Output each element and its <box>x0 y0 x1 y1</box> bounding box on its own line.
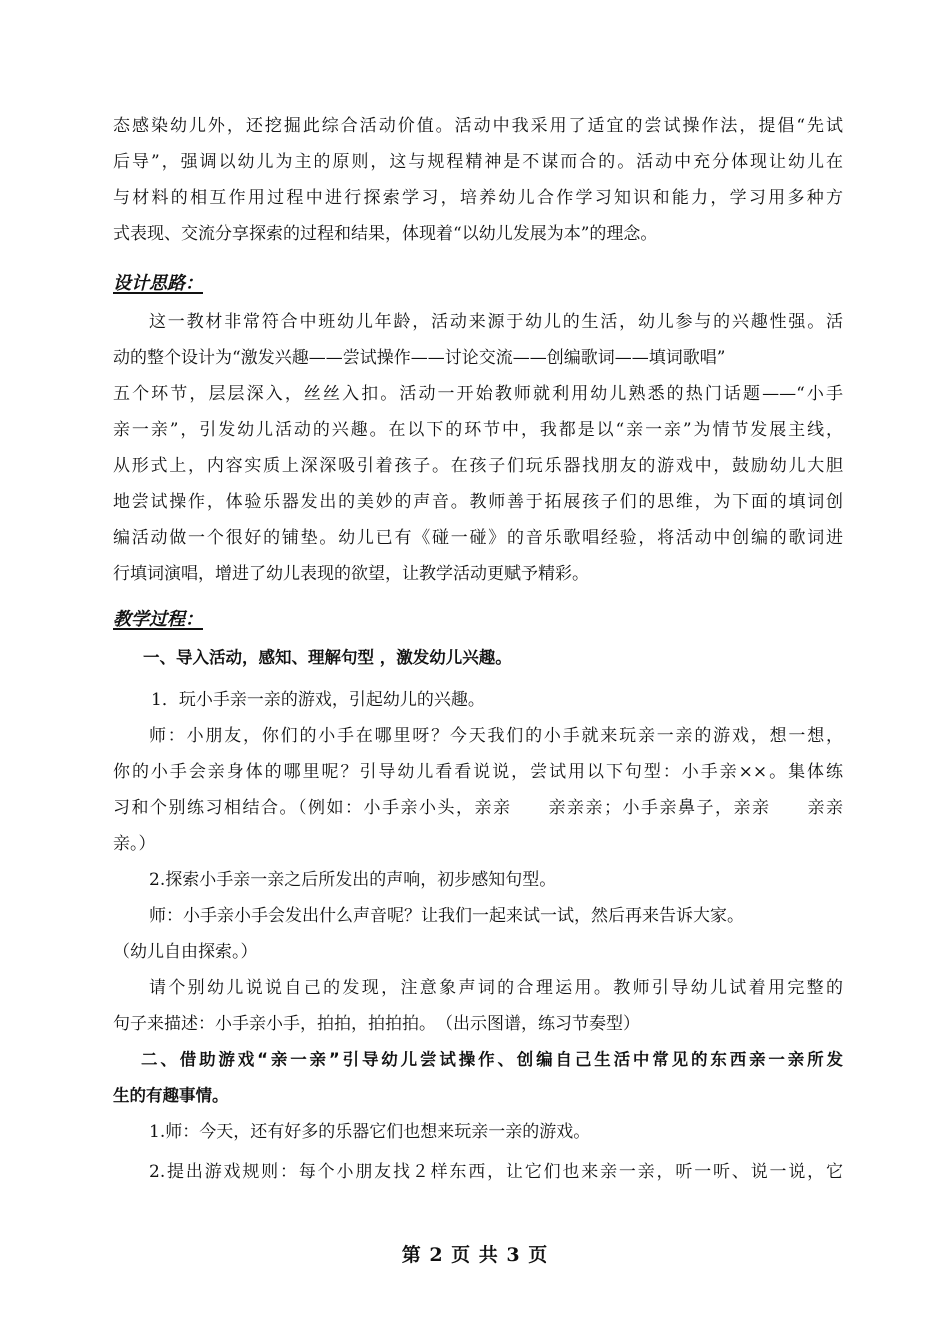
text-line: 地尝试操作，体验乐器发出的美妙的声音。教师善于拓展孩子们的思维，为下面的填词创 <box>113 492 843 512</box>
text-line: 编活动做一个很好的铺垫。幼儿已有《碰一碰》的音乐歌唱经验，将活动中创编的歌词进 <box>113 528 843 548</box>
list-item: 1.师：今天，还有好多的乐器它们也想来玩亲一亲的游戏。 <box>149 1122 591 1142</box>
list-item: 1．玩小手亲一亲的游戏，引起幼儿的兴趣。 <box>151 690 485 710</box>
section-title: 二、借助游戏“亲一亲”引导幼儿尝试操作、创编自己生活中常见的东西亲一亲所发 <box>141 1050 843 1069</box>
process-heading: 教学过程： <box>113 609 203 630</box>
text-line: 后导”，强调以幼儿为主的原则，这与规程精神是不谋而合的。活动中充分体现让幼儿在 <box>113 152 843 172</box>
design-heading: 设计思路： <box>113 273 203 294</box>
text-line: 习和个别练习相结合。（例如：小手亲小头，亲亲 亲亲亲；小手亲鼻子，亲亲 亲亲 <box>113 798 843 818</box>
process-heading-row <box>113 600 843 640</box>
list-item: 2.提出游戏规则：每个小朋友找２样东西，让它们也来亲一亲，听一听、说一说，它 <box>149 1162 843 1182</box>
text-line: （幼儿自由探索。） <box>113 942 258 962</box>
text-line: 动的整个设计为“激发兴趣——尝试操作——讨论交流——创编歌词——填词歌唱” <box>113 348 726 368</box>
section-title: 一、导入活动，感知、理解句型 ，激发幼儿兴趣。 <box>143 648 512 667</box>
text-line: 行填词演唱，增进了幼儿表现的欲望，让教学活动更赋予精彩。 <box>113 564 589 584</box>
document-page <box>113 108 843 1190</box>
intro-paragraph <box>113 108 843 252</box>
text-line: 式表现、交流分享探索的过程和结果，体现着“以幼儿发展为本”的理念。 <box>113 224 658 244</box>
text-line: 你的小手会亲身体的哪里呢？引导幼儿看看说说，尝试用以下句型：小手亲××。集体练 <box>113 762 843 782</box>
page-number: 第 2 页 共 3 页 <box>401 1244 549 1266</box>
text-line: 与材料的相互作用过程中进行探索学习，培养幼儿合作学习知识和能力，学习用多种方 <box>113 188 843 208</box>
text-line: 师：小朋友，你们的小手在哪里呀？今天我们的小手就来玩亲一亲的游戏，想一想， <box>149 726 843 746</box>
text-line: 从形式上，内容实质上深深吸引着孩子。在孩子们玩乐器找朋友的游戏中，鼓励幼儿大胆 <box>113 456 843 476</box>
design-paragraph <box>113 304 843 592</box>
list-item: 2.探索小手亲一亲之后所发出的声响，初步感知句型。 <box>149 870 557 890</box>
section-title-cont: 生的有趣事情。 <box>113 1086 229 1105</box>
text-line: 句子来描述：小手亲小手，拍拍，拍拍拍。 （出示图谱，练习节奏型） <box>113 1014 640 1034</box>
design-heading-row <box>113 264 843 304</box>
text-line: 亲一亲”，引发幼儿活动的兴趣。在以下的环节中，我都是以“亲一亲”为情节发展主线， <box>113 420 843 440</box>
text-line: 五个环节，层层深入，丝丝入扣。活动一开始教师就利用幼儿熟悉的热门话题——“小手 <box>113 384 843 404</box>
text-line: 这一教材非常符合中班幼儿年龄，活动来源于幼儿的生活，幼儿参与的兴趣性强。活 <box>149 312 843 332</box>
text-line: 师：小手亲小手会发出什么声音呢？让我们一起来试一试，然后再来告诉大家。 <box>149 906 744 926</box>
text-line: 态感染幼儿外，还挖掘此综合活动价值。活动中我采用了适宜的尝试操作法，提倡“先试 <box>113 116 843 136</box>
text-line: 亲。） <box>113 834 156 854</box>
text-line: 请个别幼儿说说自己的发现，注意象声词的合理运用。教师引导幼儿试着用完整的 <box>149 978 843 998</box>
process-section <box>113 640 843 1190</box>
